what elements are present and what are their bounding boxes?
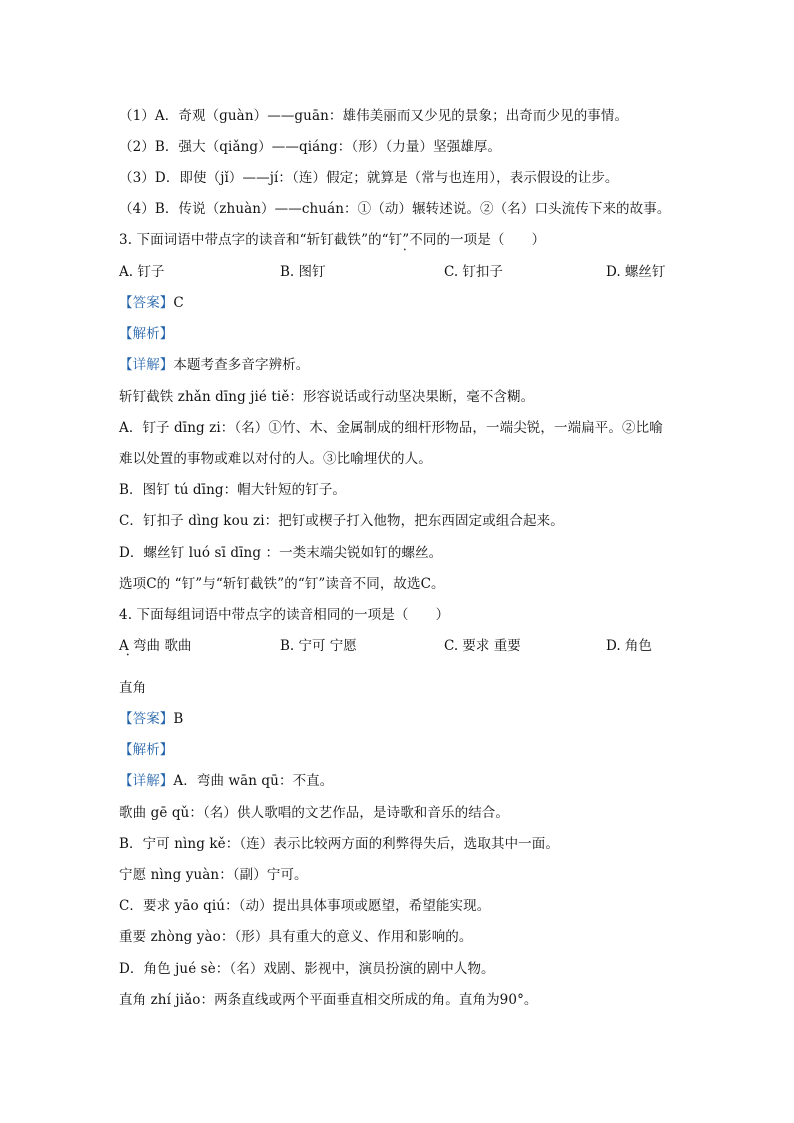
q4-detail-6: 重要 zhòng yào：（形）具有重大的意义、作用和影响的。 (119, 929, 473, 945)
detail-text: A．弯曲 wān qū：不直。 (173, 773, 334, 789)
q4-detail-7: D．角色 jué sè：（名）戏剧、影视中，演员扮演的剧中人物。 (119, 961, 495, 977)
analysis-tag: 【解析】 (119, 742, 174, 758)
detail-text: 本题考查多音字辨析。 (173, 357, 310, 373)
q4-detail-4: 宁愿 nìng yuàn：（副）宁可。 (119, 867, 308, 883)
q3-detail-5: B．图钉 tú dīng：帽大针短的钉子。 (119, 482, 347, 498)
q4-detail-2: 歌曲 gē qǔ：（名）供人歌唱的文艺作品，是诗歌和音乐的结合。 (119, 805, 509, 821)
q3-option-b: B. 图钉 (280, 264, 326, 280)
q4-analysis-tag (119, 738, 173, 758)
q4-option-c: C. 要求 重要 (444, 638, 521, 654)
q4-detail-1 (119, 769, 333, 789)
detail-tag: 【详解】 (119, 357, 174, 373)
q4-option-d-continued: 直角 (119, 680, 147, 696)
q2-answer-line-4: （4）B．传说（zhuàn）——chuán：①（动）辗转述说。②（名）口头流传下来的故事。 (119, 201, 671, 217)
q3-detail-6: C．钉扣子 dìng kou zi：把钉或楔子打入他物，把东西固定或组合起来。 (119, 513, 564, 529)
q4-question: 4. 下面每组词语中带点字的读音相同的一项是（ ） (119, 607, 450, 623)
detail-tag: 【详解】 (119, 773, 174, 789)
answer-tag: 【答案】 (119, 295, 174, 311)
q4-detail-3: B．宁可 nìng kě：（连）表示比较两方面的利弊得失后，选取其中一面。 (119, 836, 559, 852)
q3-question: 3. 下面词语中带点字的读音和“斩钉截铁”的“钉”不同的一项是（ ） (119, 232, 546, 248)
q3-option-a: A. 钉子 (119, 264, 165, 280)
q3-detail-8: 选项C的 “钉”与“斩钉截铁”的“钉”读音不同，故选C。 (119, 576, 445, 592)
q2-answer-line-2: （2）B．强大（qiǎng）——qiáng：（形）（力量）坚强雄厚。 (119, 139, 502, 155)
q3-detail-2: 斩钉截铁 zhǎn dīng jié tiě：形容说话或行动坚决果断，毫不含糊。 (119, 389, 535, 405)
analysis-tag: 【解析】 (119, 326, 174, 342)
q4-option-d: D. 角色 (606, 638, 652, 654)
q3-option-c: C. 钉扣子 (444, 264, 503, 280)
q2-answer-line-3: （3）D．即使（jǐ）——jí：（连）假定；就算是（常与也连用），表示假设的让步。 (119, 170, 619, 186)
emphasis-dot: • (126, 652, 130, 659)
q4-option-b: B. 宁可 宁愿 (280, 638, 357, 654)
emphasis-dot: • (403, 247, 407, 254)
q3-detail-7: D．螺丝钉 luó sī dīng ：一类末端尖锐如钉的螺丝。 (119, 545, 443, 561)
q3-detail-3: A．钉子 dīng zi：（名）①竹、木、金属制成的细杆形物品，一端尖锐，一端扁平。②比喻 (119, 420, 663, 436)
answer-value: C (173, 295, 184, 311)
q3-analysis-tag (119, 322, 173, 342)
q3-answer (119, 291, 184, 311)
q2-answer-line-1: （1）A．奇观（ɡuàn）——guān：雄伟美丽而又少见的景象；出奇而少见的事情。 (119, 108, 629, 124)
q4-answer (119, 707, 183, 727)
answer-value: B (173, 711, 184, 727)
q4-detail-5: C．要求 yāo qiú：（动）提出具体事项或愿望，希望能实现。 (119, 898, 491, 914)
answer-tag: 【答案】 (119, 711, 174, 727)
q4-detail-8: 直角 zhí jiǎo：两条直线或两个平面垂直相交所成的角。直角为90°。 (119, 992, 538, 1008)
q3-detail-1 (119, 353, 309, 373)
q4-option-a: A 弯曲 歌曲 (119, 638, 192, 654)
q3-option-d: D. 螺丝钉 (606, 264, 666, 280)
q3-detail-4: 难以处置的事物或难以对付的人。③比喻埋伏的人。 (119, 451, 432, 467)
